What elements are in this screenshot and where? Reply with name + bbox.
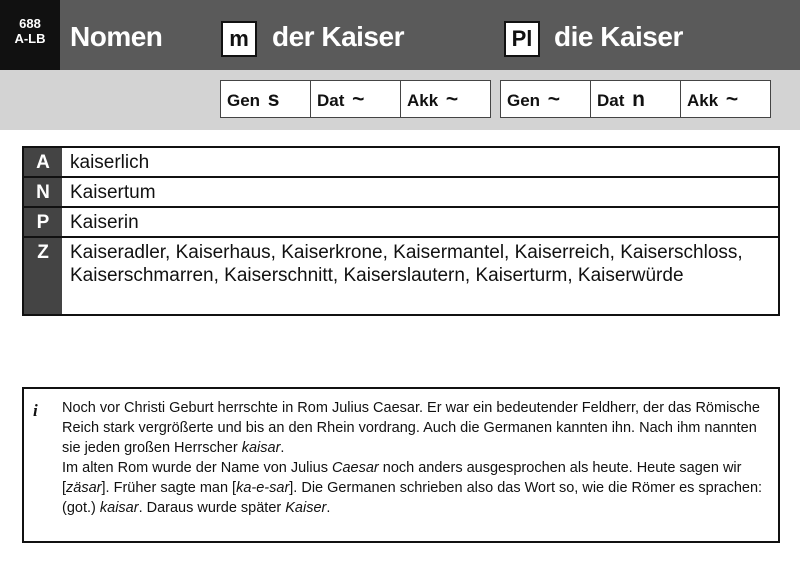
- row-text: kaiserlich: [70, 152, 150, 173]
- card-number: 688: [19, 16, 41, 31]
- table-row: [24, 178, 778, 208]
- row-letter: N: [24, 178, 62, 206]
- case-ending: ~: [445, 88, 459, 111]
- row-text: Kaiseradler, Kaiserhaus, Kaiserkrone, Kaisermantel, Kaiserreich, Kaiserschloss, Kaiserschmarren, Kaiserschnitt, Kaiserslautern, Kaiserturm, Kaiserwürde: [70, 242, 743, 286]
- row-letter: A: [24, 148, 62, 176]
- info-text-run: Noch vor Christi Geburt herrschte in Rom Julius Caesar. Er war ein bedeutender Feldherr, der das Römische Reich stark vergrößerte und bis an den Rhein vordrang. Auch die Germanen kannten ihn. Nach ihm nannten sie jeden großen Herrscher: [62, 400, 760, 456]
- info-term: Kaiser: [285, 500, 327, 516]
- card-code: A-LB: [14, 31, 46, 46]
- table-row: [24, 238, 778, 314]
- case-endings: [220, 80, 770, 118]
- info-text-run: ]. Die Germanen schrieben also das Wort so, wie die Römer es sprachen: (got.): [62, 480, 763, 516]
- info-box: [22, 387, 780, 543]
- info-text-run: Im alten Rom wurde der Name von Julius: [62, 460, 328, 476]
- row-text: Kaiserin: [70, 212, 139, 233]
- case-ending: ~: [352, 88, 365, 111]
- case-label: Dat: [317, 91, 345, 110]
- info-term: zäsar: [66, 480, 102, 496]
- word-family-table: [22, 146, 780, 316]
- case-cell: [220, 80, 311, 118]
- info-text: [62, 398, 772, 518]
- case-ending: ~: [725, 88, 739, 111]
- case-cell: [590, 80, 681, 118]
- info-paragraph: [62, 458, 772, 518]
- case-ending: s: [267, 88, 280, 111]
- case-label: Akk: [687, 91, 719, 110]
- case-cell: [310, 80, 401, 118]
- case-cell: [680, 80, 771, 118]
- row-letter: P: [24, 208, 62, 236]
- word-class-title: Nomen: [70, 21, 163, 52]
- singular-form: der Kaiser: [272, 21, 404, 52]
- info-icon: i: [33, 401, 38, 420]
- case-label: Gen: [227, 91, 261, 110]
- info-term: ka-e-sar: [236, 480, 290, 496]
- case-cell: [500, 80, 591, 118]
- info-text-run: . Daraus wurde später: [138, 500, 282, 516]
- info-term: Caesar: [331, 460, 379, 476]
- table-row: [24, 208, 778, 238]
- case-ending: ~: [547, 88, 561, 111]
- case-label: Gen: [507, 91, 541, 110]
- info-paragraph: Noch vor Christi Geburt herrschte in Rom Julius Caesar. Er war ein bedeutender Feldherr, der das Römische Reich stark vergrößerte und bis an den Rhein vordrang. Auch die Germanen kannten ihn. Nach ihm nannten sie jeden großen Herrscher kaisar.: [62, 400, 760, 456]
- plural-form: die Kaiser: [554, 21, 683, 52]
- row-text: Kaisertum: [70, 182, 156, 203]
- info-text-run: noch anders ausgesprochen als heute. Heute sagen wir [: [62, 460, 742, 496]
- gender-marker: m: [221, 21, 257, 57]
- info-text-run: .: [326, 500, 331, 516]
- info-text-run: ]. Früher sagte man [: [101, 480, 237, 496]
- case-cell: [400, 80, 491, 118]
- plural-marker: Pl: [504, 21, 540, 57]
- case-label: Akk: [407, 91, 439, 110]
- info-term: kaisar: [99, 500, 139, 516]
- case-ending: n: [632, 88, 645, 111]
- table-row: [24, 148, 778, 178]
- card-id-badge: [0, 0, 60, 70]
- info-term: kaisar: [241, 440, 281, 456]
- row-letter: Z: [24, 238, 62, 314]
- case-label: Dat: [597, 91, 625, 110]
